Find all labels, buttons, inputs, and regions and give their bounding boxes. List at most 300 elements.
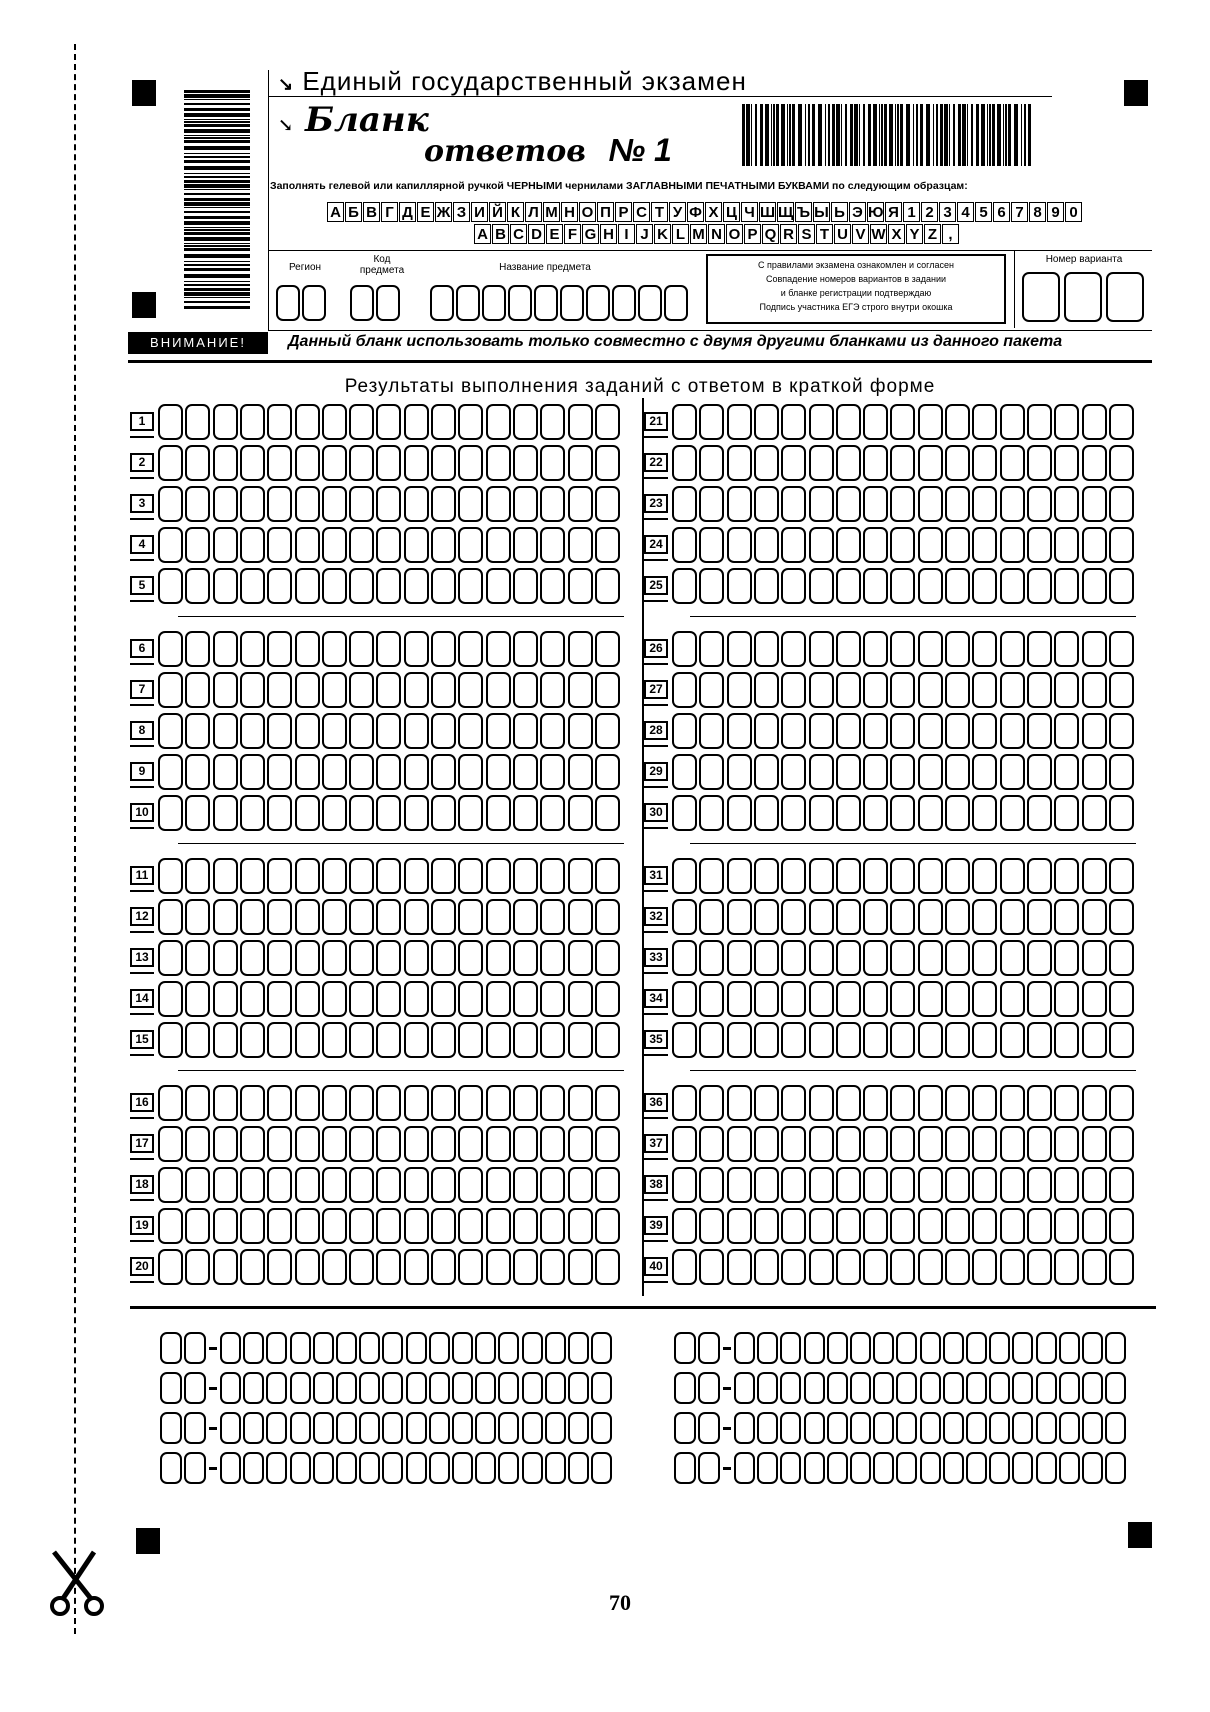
answer-cell[interactable] <box>754 404 779 440</box>
replace-answer-cell[interactable] <box>359 1452 380 1484</box>
answer-cell[interactable] <box>836 899 861 935</box>
answer-cell[interactable] <box>540 1167 565 1203</box>
answer-cell[interactable] <box>727 713 752 749</box>
answer-cell[interactable] <box>672 1208 697 1244</box>
answer-cell[interactable] <box>890 858 915 894</box>
answer-cell[interactable] <box>863 940 888 976</box>
replace-answer-cell[interactable] <box>1012 1372 1033 1404</box>
replace-answer-cell[interactable] <box>382 1412 403 1444</box>
answer-cell[interactable] <box>185 445 210 481</box>
answer-cell[interactable] <box>809 981 834 1017</box>
answer-cell[interactable] <box>513 981 538 1017</box>
answer-cell[interactable] <box>185 1208 210 1244</box>
answer-cell[interactable] <box>322 445 347 481</box>
replace-answer-cell[interactable] <box>943 1412 964 1444</box>
answer-cell[interactable] <box>213 1085 238 1121</box>
answer-cell[interactable] <box>404 672 429 708</box>
replace-answer-cell[interactable] <box>382 1332 403 1364</box>
answer-cell[interactable] <box>595 899 620 935</box>
answer-cell[interactable] <box>568 1126 593 1162</box>
answer-cell[interactable] <box>1027 631 1052 667</box>
replace-answer-cell[interactable] <box>359 1332 380 1364</box>
answer-cell[interactable] <box>376 568 401 604</box>
replace-answer-cell[interactable] <box>568 1412 589 1444</box>
answer-cell[interactable] <box>781 940 806 976</box>
answer-cell[interactable] <box>267 981 292 1017</box>
replace-answer-cell[interactable] <box>943 1452 964 1484</box>
answer-cell[interactable] <box>376 1249 401 1285</box>
replace-answer-cell[interactable] <box>452 1412 473 1444</box>
answer-cell[interactable] <box>540 1126 565 1162</box>
replace-answer-cell[interactable] <box>804 1412 825 1444</box>
replace-answer-cell[interactable] <box>591 1332 612 1364</box>
subject-name-cell[interactable] <box>586 285 610 321</box>
answer-cell[interactable] <box>568 445 593 481</box>
answer-cell[interactable] <box>1054 631 1079 667</box>
answer-cell[interactable] <box>1027 1167 1052 1203</box>
answer-cell[interactable] <box>754 713 779 749</box>
answer-cell[interactable] <box>376 527 401 563</box>
answer-cell[interactable] <box>809 754 834 790</box>
replace-task-cell[interactable] <box>160 1412 182 1444</box>
answer-cell[interactable] <box>158 404 183 440</box>
answer-cell[interactable] <box>267 404 292 440</box>
answer-cell[interactable] <box>672 713 697 749</box>
answer-cell[interactable] <box>295 858 320 894</box>
answer-cell[interactable] <box>267 672 292 708</box>
replace-answer-cell[interactable] <box>920 1452 941 1484</box>
answer-cell[interactable] <box>458 631 483 667</box>
answer-cell[interactable] <box>1027 527 1052 563</box>
answer-cell[interactable] <box>781 981 806 1017</box>
answer-cell[interactable] <box>972 672 997 708</box>
answer-cell[interactable] <box>213 1126 238 1162</box>
answer-cell[interactable] <box>754 795 779 831</box>
answer-cell[interactable] <box>918 1022 943 1058</box>
subject-name-cell[interactable] <box>456 285 480 321</box>
answer-cell[interactable] <box>458 1208 483 1244</box>
answer-cell[interactable] <box>890 631 915 667</box>
answer-cell[interactable] <box>972 445 997 481</box>
answer-cell[interactable] <box>349 940 374 976</box>
answer-cell[interactable] <box>672 795 697 831</box>
answer-cell[interactable] <box>349 631 374 667</box>
answer-cell[interactable] <box>1082 1249 1107 1285</box>
answer-cell[interactable] <box>1109 754 1134 790</box>
replace-task-cell[interactable] <box>184 1372 206 1404</box>
answer-cell[interactable] <box>890 568 915 604</box>
answer-cell[interactable] <box>267 1126 292 1162</box>
answer-cell[interactable] <box>322 899 347 935</box>
answer-cell[interactable] <box>781 486 806 522</box>
answer-cell[interactable] <box>513 404 538 440</box>
answer-cell[interactable] <box>513 713 538 749</box>
answer-cell[interactable] <box>1109 1167 1134 1203</box>
replace-answer-cell[interactable] <box>1082 1412 1103 1444</box>
answer-cell[interactable] <box>1000 527 1025 563</box>
subject-code-cell[interactable] <box>350 285 374 321</box>
answer-cell[interactable] <box>781 1167 806 1203</box>
answer-cell[interactable] <box>240 672 265 708</box>
answer-cell[interactable] <box>890 445 915 481</box>
answer-cell[interactable] <box>1082 1167 1107 1203</box>
answer-cell[interactable] <box>754 1208 779 1244</box>
answer-cell[interactable] <box>1000 445 1025 481</box>
answer-cell[interactable] <box>1082 1022 1107 1058</box>
replace-answer-cell[interactable] <box>359 1412 380 1444</box>
answer-cell[interactable] <box>945 568 970 604</box>
replace-answer-cell[interactable] <box>966 1412 987 1444</box>
answer-cell[interactable] <box>863 754 888 790</box>
answer-cell[interactable] <box>1000 1167 1025 1203</box>
answer-cell[interactable] <box>295 445 320 481</box>
answer-cell[interactable] <box>349 486 374 522</box>
replace-answer-cell[interactable] <box>452 1372 473 1404</box>
replace-task-cell[interactable] <box>698 1332 720 1364</box>
replace-answer-cell[interactable] <box>336 1372 357 1404</box>
answer-cell[interactable] <box>890 795 915 831</box>
answer-cell[interactable] <box>781 754 806 790</box>
subject-code-cell[interactable] <box>376 285 400 321</box>
answer-cell[interactable] <box>890 672 915 708</box>
replace-answer-cell[interactable] <box>966 1372 987 1404</box>
replace-answer-cell[interactable] <box>1105 1372 1126 1404</box>
answer-cell[interactable] <box>295 981 320 1017</box>
answer-cell[interactable] <box>431 1022 456 1058</box>
answer-cell[interactable] <box>1109 858 1134 894</box>
replace-answer-cell[interactable] <box>1012 1412 1033 1444</box>
answer-cell[interactable] <box>754 899 779 935</box>
answer-cell[interactable] <box>809 445 834 481</box>
answer-cell[interactable] <box>240 713 265 749</box>
answer-cell[interactable] <box>699 754 724 790</box>
answer-cell[interactable] <box>431 1208 456 1244</box>
answer-cell[interactable] <box>240 1167 265 1203</box>
answer-cell[interactable] <box>185 672 210 708</box>
answer-cell[interactable] <box>568 899 593 935</box>
answer-cell[interactable] <box>595 1022 620 1058</box>
answer-cell[interactable] <box>754 1249 779 1285</box>
answer-cell[interactable] <box>809 404 834 440</box>
answer-cell[interactable] <box>458 795 483 831</box>
answer-cell[interactable] <box>431 981 456 1017</box>
answer-cell[interactable] <box>568 858 593 894</box>
replace-answer-cell[interactable] <box>1059 1452 1080 1484</box>
answer-cell[interactable] <box>158 981 183 1017</box>
replace-answer-cell[interactable] <box>290 1412 311 1444</box>
answer-cell[interactable] <box>213 754 238 790</box>
answer-cell[interactable] <box>1082 631 1107 667</box>
replace-answer-cell[interactable] <box>1105 1452 1126 1484</box>
replace-answer-cell[interactable] <box>545 1452 566 1484</box>
answer-cell[interactable] <box>972 940 997 976</box>
answer-cell[interactable] <box>458 568 483 604</box>
answer-cell[interactable] <box>918 1085 943 1121</box>
answer-cell[interactable] <box>185 631 210 667</box>
replace-answer-cell[interactable] <box>989 1452 1010 1484</box>
answer-cell[interactable] <box>863 1085 888 1121</box>
replace-answer-cell[interactable] <box>220 1332 241 1364</box>
answer-cell[interactable] <box>918 754 943 790</box>
answer-cell[interactable] <box>1082 1085 1107 1121</box>
answer-cell[interactable] <box>349 672 374 708</box>
answer-cell[interactable] <box>1054 486 1079 522</box>
replace-answer-cell[interactable] <box>406 1372 427 1404</box>
answer-cell[interactable] <box>158 940 183 976</box>
answer-cell[interactable] <box>267 527 292 563</box>
answer-cell[interactable] <box>213 568 238 604</box>
answer-cell[interactable] <box>431 713 456 749</box>
variant-cell[interactable] <box>1106 272 1144 322</box>
answer-cell[interactable] <box>295 1208 320 1244</box>
answer-cell[interactable] <box>322 858 347 894</box>
subject-name-cell[interactable] <box>430 285 454 321</box>
answer-cell[interactable] <box>240 486 265 522</box>
answer-cell[interactable] <box>945 631 970 667</box>
variant-cell[interactable] <box>1064 272 1102 322</box>
answer-cell[interactable] <box>1054 445 1079 481</box>
replace-answer-cell[interactable] <box>591 1412 612 1444</box>
answer-cell[interactable] <box>754 527 779 563</box>
answer-cell[interactable] <box>486 795 511 831</box>
replace-answer-cell[interactable] <box>266 1332 287 1364</box>
answer-cell[interactable] <box>240 568 265 604</box>
replace-answer-cell[interactable] <box>406 1332 427 1364</box>
replace-answer-cell[interactable] <box>545 1412 566 1444</box>
answer-cell[interactable] <box>540 795 565 831</box>
answer-cell[interactable] <box>158 1167 183 1203</box>
variant-cell[interactable] <box>1022 272 1060 322</box>
answer-cell[interactable] <box>699 527 724 563</box>
answer-cell[interactable] <box>836 445 861 481</box>
answer-cell[interactable] <box>672 404 697 440</box>
answer-cell[interactable] <box>513 445 538 481</box>
answer-cell[interactable] <box>267 899 292 935</box>
answer-cell[interactable] <box>431 940 456 976</box>
answer-cell[interactable] <box>1082 527 1107 563</box>
answer-cell[interactable] <box>1054 858 1079 894</box>
answer-cell[interactable] <box>972 527 997 563</box>
answer-cell[interactable] <box>754 631 779 667</box>
answer-cell[interactable] <box>513 858 538 894</box>
answer-cell[interactable] <box>863 899 888 935</box>
answer-cell[interactable] <box>240 527 265 563</box>
answer-cell[interactable] <box>945 795 970 831</box>
answer-cell[interactable] <box>240 1085 265 1121</box>
answer-cell[interactable] <box>945 940 970 976</box>
replace-answer-cell[interactable] <box>827 1332 848 1364</box>
answer-cell[interactable] <box>945 981 970 1017</box>
answer-cell[interactable] <box>672 1126 697 1162</box>
answer-cell[interactable] <box>945 1085 970 1121</box>
answer-cell[interactable] <box>404 1085 429 1121</box>
answer-cell[interactable] <box>458 858 483 894</box>
answer-cell[interactable] <box>486 568 511 604</box>
replace-answer-cell[interactable] <box>1082 1452 1103 1484</box>
answer-cell[interactable] <box>918 404 943 440</box>
answer-cell[interactable] <box>1054 795 1079 831</box>
answer-cell[interactable] <box>267 754 292 790</box>
replace-task-cell[interactable] <box>160 1452 182 1484</box>
subject-name-cell[interactable] <box>482 285 506 321</box>
answer-cell[interactable] <box>890 940 915 976</box>
answer-cell[interactable] <box>322 568 347 604</box>
answer-cell[interactable] <box>322 981 347 1017</box>
replace-task-cell[interactable] <box>674 1412 696 1444</box>
answer-cell[interactable] <box>836 1126 861 1162</box>
answer-cell[interactable] <box>1109 672 1134 708</box>
answer-cell[interactable] <box>727 899 752 935</box>
answer-cell[interactable] <box>727 568 752 604</box>
replace-answer-cell[interactable] <box>1036 1412 1057 1444</box>
answer-cell[interactable] <box>540 981 565 1017</box>
answer-cell[interactable] <box>1027 568 1052 604</box>
answer-cell[interactable] <box>1027 981 1052 1017</box>
answer-cell[interactable] <box>836 713 861 749</box>
answer-cell[interactable] <box>540 899 565 935</box>
answer-cell[interactable] <box>699 795 724 831</box>
answer-cell[interactable] <box>568 713 593 749</box>
answer-cell[interactable] <box>595 404 620 440</box>
answer-cell[interactable] <box>267 445 292 481</box>
replace-answer-cell[interactable] <box>989 1412 1010 1444</box>
answer-cell[interactable] <box>809 795 834 831</box>
answer-cell[interactable] <box>754 486 779 522</box>
answer-cell[interactable] <box>836 404 861 440</box>
answer-cell[interactable] <box>322 1022 347 1058</box>
answer-cell[interactable] <box>945 713 970 749</box>
answer-cell[interactable] <box>1054 527 1079 563</box>
replace-answer-cell[interactable] <box>1082 1332 1103 1364</box>
replace-answer-cell[interactable] <box>568 1452 589 1484</box>
replace-task-cell[interactable] <box>674 1332 696 1364</box>
answer-cell[interactable] <box>809 1167 834 1203</box>
replace-answer-cell[interactable] <box>475 1452 496 1484</box>
answer-cell[interactable] <box>458 754 483 790</box>
replace-task-cell[interactable] <box>674 1452 696 1484</box>
replace-answer-cell[interactable] <box>1059 1332 1080 1364</box>
replace-answer-cell[interactable] <box>896 1372 917 1404</box>
answer-cell[interactable] <box>890 1022 915 1058</box>
answer-cell[interactable] <box>1109 527 1134 563</box>
answer-cell[interactable] <box>431 672 456 708</box>
answer-cell[interactable] <box>185 527 210 563</box>
replace-answer-cell[interactable] <box>920 1412 941 1444</box>
answer-cell[interactable] <box>781 713 806 749</box>
signature-box[interactable] <box>706 254 1006 324</box>
replace-answer-cell[interactable] <box>873 1372 894 1404</box>
answer-cell[interactable] <box>890 899 915 935</box>
answer-cell[interactable] <box>458 527 483 563</box>
answer-cell[interactable] <box>754 672 779 708</box>
answer-cell[interactable] <box>158 672 183 708</box>
answer-cell[interactable] <box>349 568 374 604</box>
region-cell[interactable] <box>276 285 300 321</box>
answer-cell[interactable] <box>240 795 265 831</box>
answer-cell[interactable] <box>699 858 724 894</box>
answer-cell[interactable] <box>240 1249 265 1285</box>
answer-cell[interactable] <box>781 527 806 563</box>
answer-cell[interactable] <box>1082 486 1107 522</box>
answer-cell[interactable] <box>595 795 620 831</box>
replace-answer-cell[interactable] <box>266 1372 287 1404</box>
answer-cell[interactable] <box>349 713 374 749</box>
answer-cell[interactable] <box>158 486 183 522</box>
answer-cell[interactable] <box>727 981 752 1017</box>
answer-cell[interactable] <box>672 631 697 667</box>
answer-cell[interactable] <box>754 568 779 604</box>
answer-cell[interactable] <box>513 1085 538 1121</box>
answer-cell[interactable] <box>972 1208 997 1244</box>
answer-cell[interactable] <box>568 981 593 1017</box>
answer-cell[interactable] <box>349 1126 374 1162</box>
answer-cell[interactable] <box>699 1022 724 1058</box>
answer-cell[interactable] <box>540 631 565 667</box>
answer-cell[interactable] <box>727 1208 752 1244</box>
answer-cell[interactable] <box>404 631 429 667</box>
answer-cell[interactable] <box>513 795 538 831</box>
answer-cell[interactable] <box>890 1126 915 1162</box>
answer-cell[interactable] <box>595 445 620 481</box>
answer-cell[interactable] <box>376 404 401 440</box>
answer-cell[interactable] <box>213 981 238 1017</box>
answer-cell[interactable] <box>699 940 724 976</box>
answer-cell[interactable] <box>727 795 752 831</box>
answer-cell[interactable] <box>918 631 943 667</box>
answer-cell[interactable] <box>349 899 374 935</box>
answer-cell[interactable] <box>185 486 210 522</box>
answer-cell[interactable] <box>404 713 429 749</box>
answer-cell[interactable] <box>672 527 697 563</box>
replace-answer-cell[interactable] <box>1105 1332 1126 1364</box>
answer-cell[interactable] <box>213 795 238 831</box>
answer-cell[interactable] <box>213 631 238 667</box>
answer-cell[interactable] <box>1000 1022 1025 1058</box>
answer-cell[interactable] <box>1027 486 1052 522</box>
answer-cell[interactable] <box>595 1208 620 1244</box>
replace-answer-cell[interactable] <box>545 1332 566 1364</box>
answer-cell[interactable] <box>945 1022 970 1058</box>
replace-answer-cell[interactable] <box>943 1372 964 1404</box>
replace-answer-cell[interactable] <box>804 1452 825 1484</box>
answer-cell[interactable] <box>185 795 210 831</box>
answer-cell[interactable] <box>376 486 401 522</box>
replace-answer-cell[interactable] <box>522 1372 543 1404</box>
answer-cell[interactable] <box>404 1022 429 1058</box>
answer-cell[interactable] <box>295 795 320 831</box>
answer-cell[interactable] <box>863 445 888 481</box>
replace-task-cell[interactable] <box>160 1372 182 1404</box>
answer-cell[interactable] <box>486 1249 511 1285</box>
answer-cell[interactable] <box>267 631 292 667</box>
replace-task-cell[interactable] <box>698 1412 720 1444</box>
replace-task-cell[interactable] <box>698 1372 720 1404</box>
answer-cell[interactable] <box>1000 404 1025 440</box>
answer-cell[interactable] <box>595 631 620 667</box>
answer-cell[interactable] <box>568 940 593 976</box>
answer-cell[interactable] <box>458 1249 483 1285</box>
answer-cell[interactable] <box>1000 713 1025 749</box>
answer-cell[interactable] <box>431 1085 456 1121</box>
answer-cell[interactable] <box>185 713 210 749</box>
answer-cell[interactable] <box>458 1085 483 1121</box>
answer-cell[interactable] <box>595 1085 620 1121</box>
replace-answer-cell[interactable] <box>850 1452 871 1484</box>
answer-cell[interactable] <box>754 858 779 894</box>
answer-cell[interactable] <box>185 899 210 935</box>
answer-cell[interactable] <box>404 754 429 790</box>
answer-cell[interactable] <box>486 445 511 481</box>
